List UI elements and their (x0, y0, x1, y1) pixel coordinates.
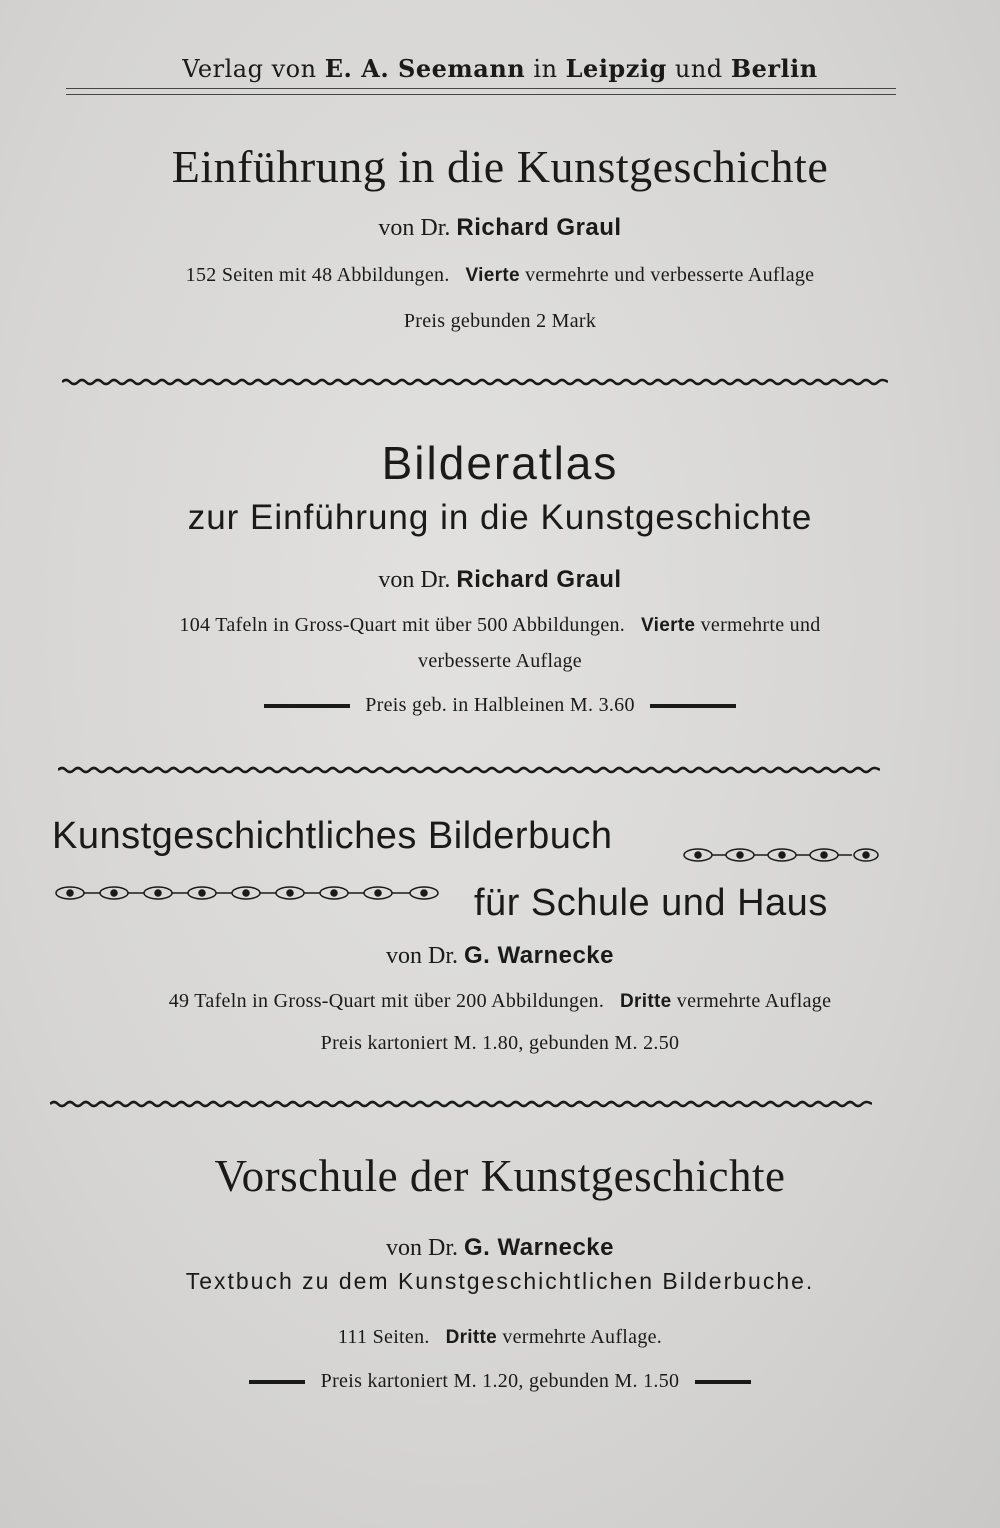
book2-info (0, 614, 1000, 637)
book1-author: Richard Graul (456, 214, 622, 241)
book3-edition: Dritte (620, 991, 672, 1012)
book3-byline (0, 942, 1000, 970)
book2-title: Bilderatlas (381, 437, 619, 489)
wavy-divider-2 (58, 764, 880, 776)
header-verlag: Verlag von (182, 55, 317, 83)
price-dash-right-2 (695, 1380, 751, 1384)
book2-edition: Vierte (641, 615, 696, 636)
header-double-rule (66, 88, 896, 95)
book3-info-post: vermehrte Auflage (676, 990, 832, 1012)
book1-von: von Dr. (378, 215, 451, 241)
wavy-divider-1 (62, 376, 888, 388)
book3-title-line1: Kunstgeschichtliches Bilderbuch (52, 815, 613, 857)
book1-edition: Vierte (465, 265, 520, 286)
book2-byline (0, 566, 1000, 594)
book2-author: Richard Graul (456, 566, 622, 593)
book3-author: G. Warnecke (463, 942, 614, 969)
price-dash-left (264, 704, 350, 708)
book2-von: von Dr. (378, 567, 451, 593)
book2-info-line2: verbesserte Auflage (418, 650, 582, 672)
header-city-leipzig: Leipzig (565, 54, 667, 83)
publisher-header (0, 54, 1000, 83)
header-city-berlin: Berlin (730, 54, 818, 83)
book2-info-post: vermehrte und (700, 614, 821, 636)
book4-info-post: vermehrte Auflage. (502, 1326, 663, 1348)
book3-price: Preis kartoniert M. 1.80, gebunden M. 2.50 (320, 1032, 680, 1054)
book1-byline (0, 214, 1000, 242)
book1-title: Einführung in die Kunstgeschichte (171, 141, 829, 192)
book4-price: Preis kartoniert M. 1.20, gebunden M. 1.50 (320, 1370, 680, 1392)
book4-author: G. Warnecke (463, 1234, 614, 1261)
book4-textbuch: Textbuch zu dem Kunstgeschichtlichen Bilderbuche. (185, 1268, 815, 1294)
price-dash-left-2 (249, 1380, 305, 1384)
book4-info-pre: 111 Seiten. (337, 1326, 430, 1348)
book1-info-pre: 152 Seiten mit 48 Abbildungen. (185, 264, 450, 286)
book2-subtitle: zur Einführung in die Kunstgeschichte (187, 498, 813, 537)
book4-price-row (0, 1370, 1000, 1393)
book3-title-line2: für Schule und Haus (474, 882, 828, 924)
book4-von: von Dr. (385, 1235, 458, 1261)
header-publisher: E. A. Seemann (324, 54, 526, 83)
ornament-band-right (680, 846, 880, 864)
book2-price: Preis geb. in Halbleinen M. 3.60 (365, 694, 635, 716)
ornament-band-left (52, 884, 444, 902)
book3-von: von Dr. (385, 943, 458, 969)
book4-edition: Dritte (445, 1327, 498, 1348)
header-in: in (533, 55, 558, 83)
book2-info-pre: 104 Tafeln in Gross-Quart mit über 500 Abbildungen. (179, 614, 626, 636)
book1-info (0, 264, 1000, 287)
book4-byline (0, 1234, 1000, 1262)
book1-price: Preis gebunden 2 Mark (403, 310, 597, 332)
book4-title: Vorschule der Kunstgeschichte (214, 1151, 786, 1201)
book4-info (0, 1326, 1000, 1349)
book1-info-post: vermehrte und verbesserte Auflage (525, 264, 815, 286)
book3-info (0, 990, 1000, 1013)
price-dash-right (650, 704, 736, 708)
wavy-divider-3 (50, 1098, 872, 1110)
header-und: und (674, 55, 723, 83)
book2-price-row (0, 694, 1000, 717)
book3-info-pre: 49 Tafeln in Gross-Quart mit über 200 Abbildungen. (168, 990, 605, 1012)
